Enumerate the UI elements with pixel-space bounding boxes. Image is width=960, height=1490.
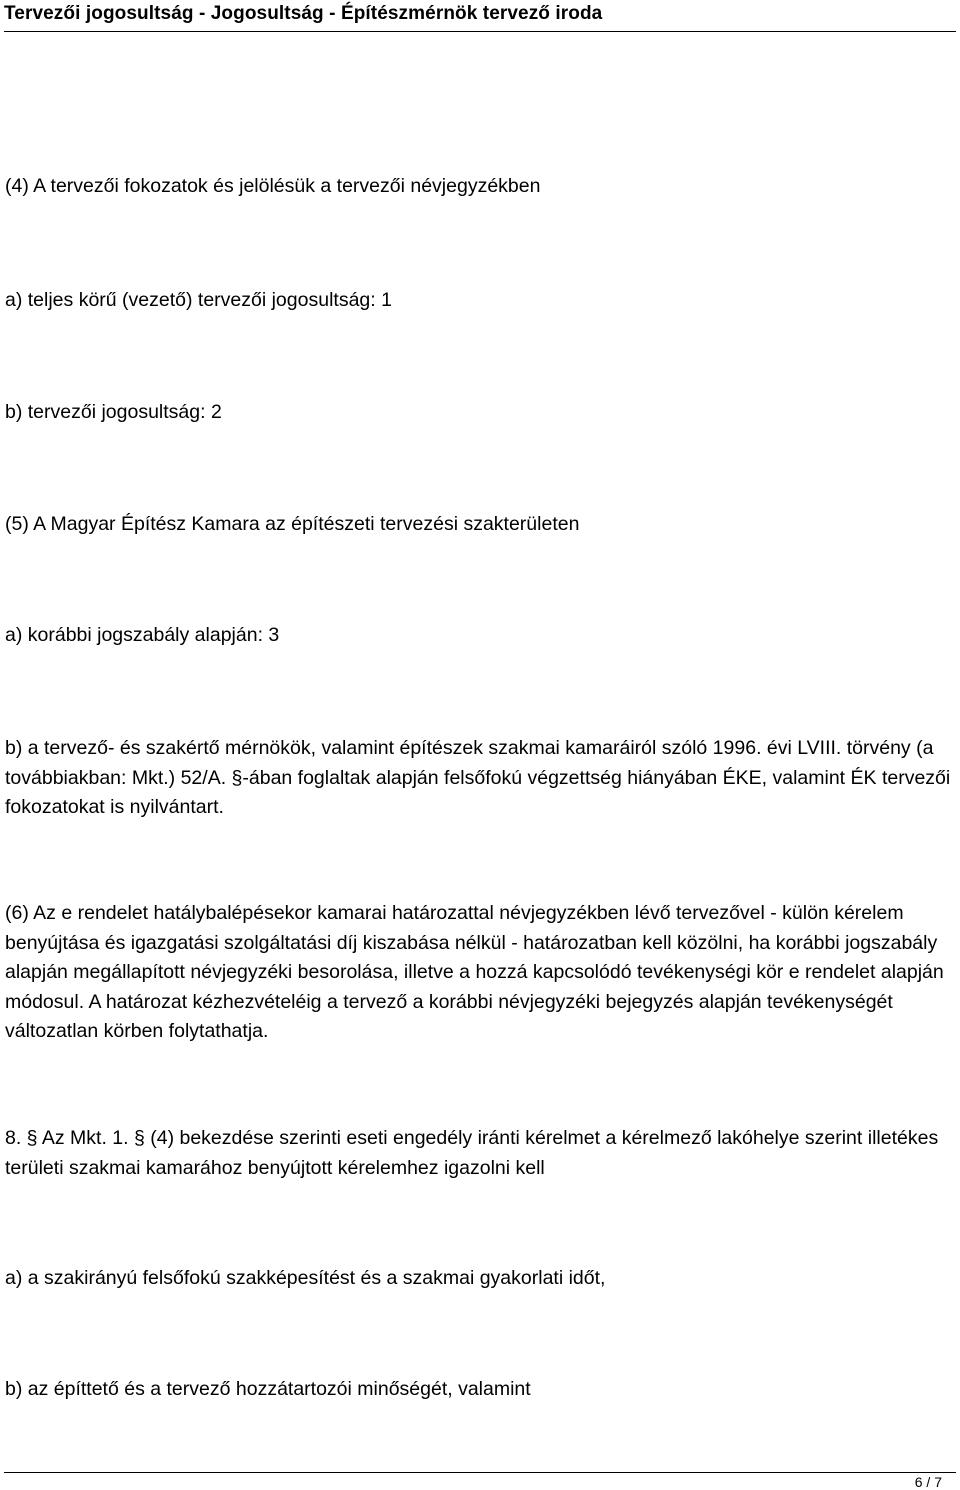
page-title: Tervezői jogosultság - Jogosultság - Építészmérnök tervező iroda	[4, 3, 603, 24]
paragraph-5a: a) korábbi jogszabály alapján: 3	[5, 624, 280, 646]
paragraph-5: (5) A Magyar Építész Kamara az építészeti tervezési szakterületen	[5, 513, 580, 535]
paragraph-5b: b) a tervező- és szakértő mérnökök, valamint építészek szakmai kamaráiról szóló 1996. évi LVIII. törvény (a továbbiakban: Mkt.) 52/A. §-ában foglaltak alapján felsőfokú végzettség hiányában ÉKE, valamint ÉK tervezői fokozatokat is nyilvántart.	[5, 737, 951, 819]
paragraph-8: 8. § Az Mkt. 1. § (4) bekezdése szerinti eseti engedély iránti kérelmet a kérelmező lakóhelye szerint illetékes területi szakmai kamarához benyújtott kérelemhez igazolni kell	[5, 1127, 939, 1179]
page-header	[4, 0, 956, 32]
paragraph-8b: b) az építtető és a tervező hozzátartozói minőségét, valamint	[5, 1378, 531, 1400]
paragraph-8a: a) a szakirányú felsőfokú szakképesítést és a szakmai gyakorlati időt,	[5, 1267, 606, 1289]
paragraph-4b: b) tervezői jogosultság: 2	[5, 401, 222, 423]
paragraph-4: (4) A tervezői fokozatok és jelölésük a tervezői névjegyzékben	[5, 175, 541, 197]
paragraph-6: (6) Az e rendelet hatálybalépésekor kamarai határozattal névjegyzékben lévő tervezővel - külön kérelem benyújtása és igazgatási szolgáltatási díj kiszabása nélkül - határozatban kell közölni, ha korábbi jogszabály alapján megállapított névjegyzéki besorolása, illetve a hozzá kapcsolódó tevékenységi kör e rendelet alapján módosul. A határozat kézhezvételéig a tervező a korábbi névjegyzéki bejegyzés alapján tevékenységét változatlan körben folytathatja.	[5, 902, 944, 1043]
page-number: 6 / 7	[914, 1474, 942, 1490]
paragraph-4a: a) teljes körű (vezető) tervezői jogosultság: 1	[5, 289, 392, 311]
page-footer	[4, 1472, 956, 1490]
